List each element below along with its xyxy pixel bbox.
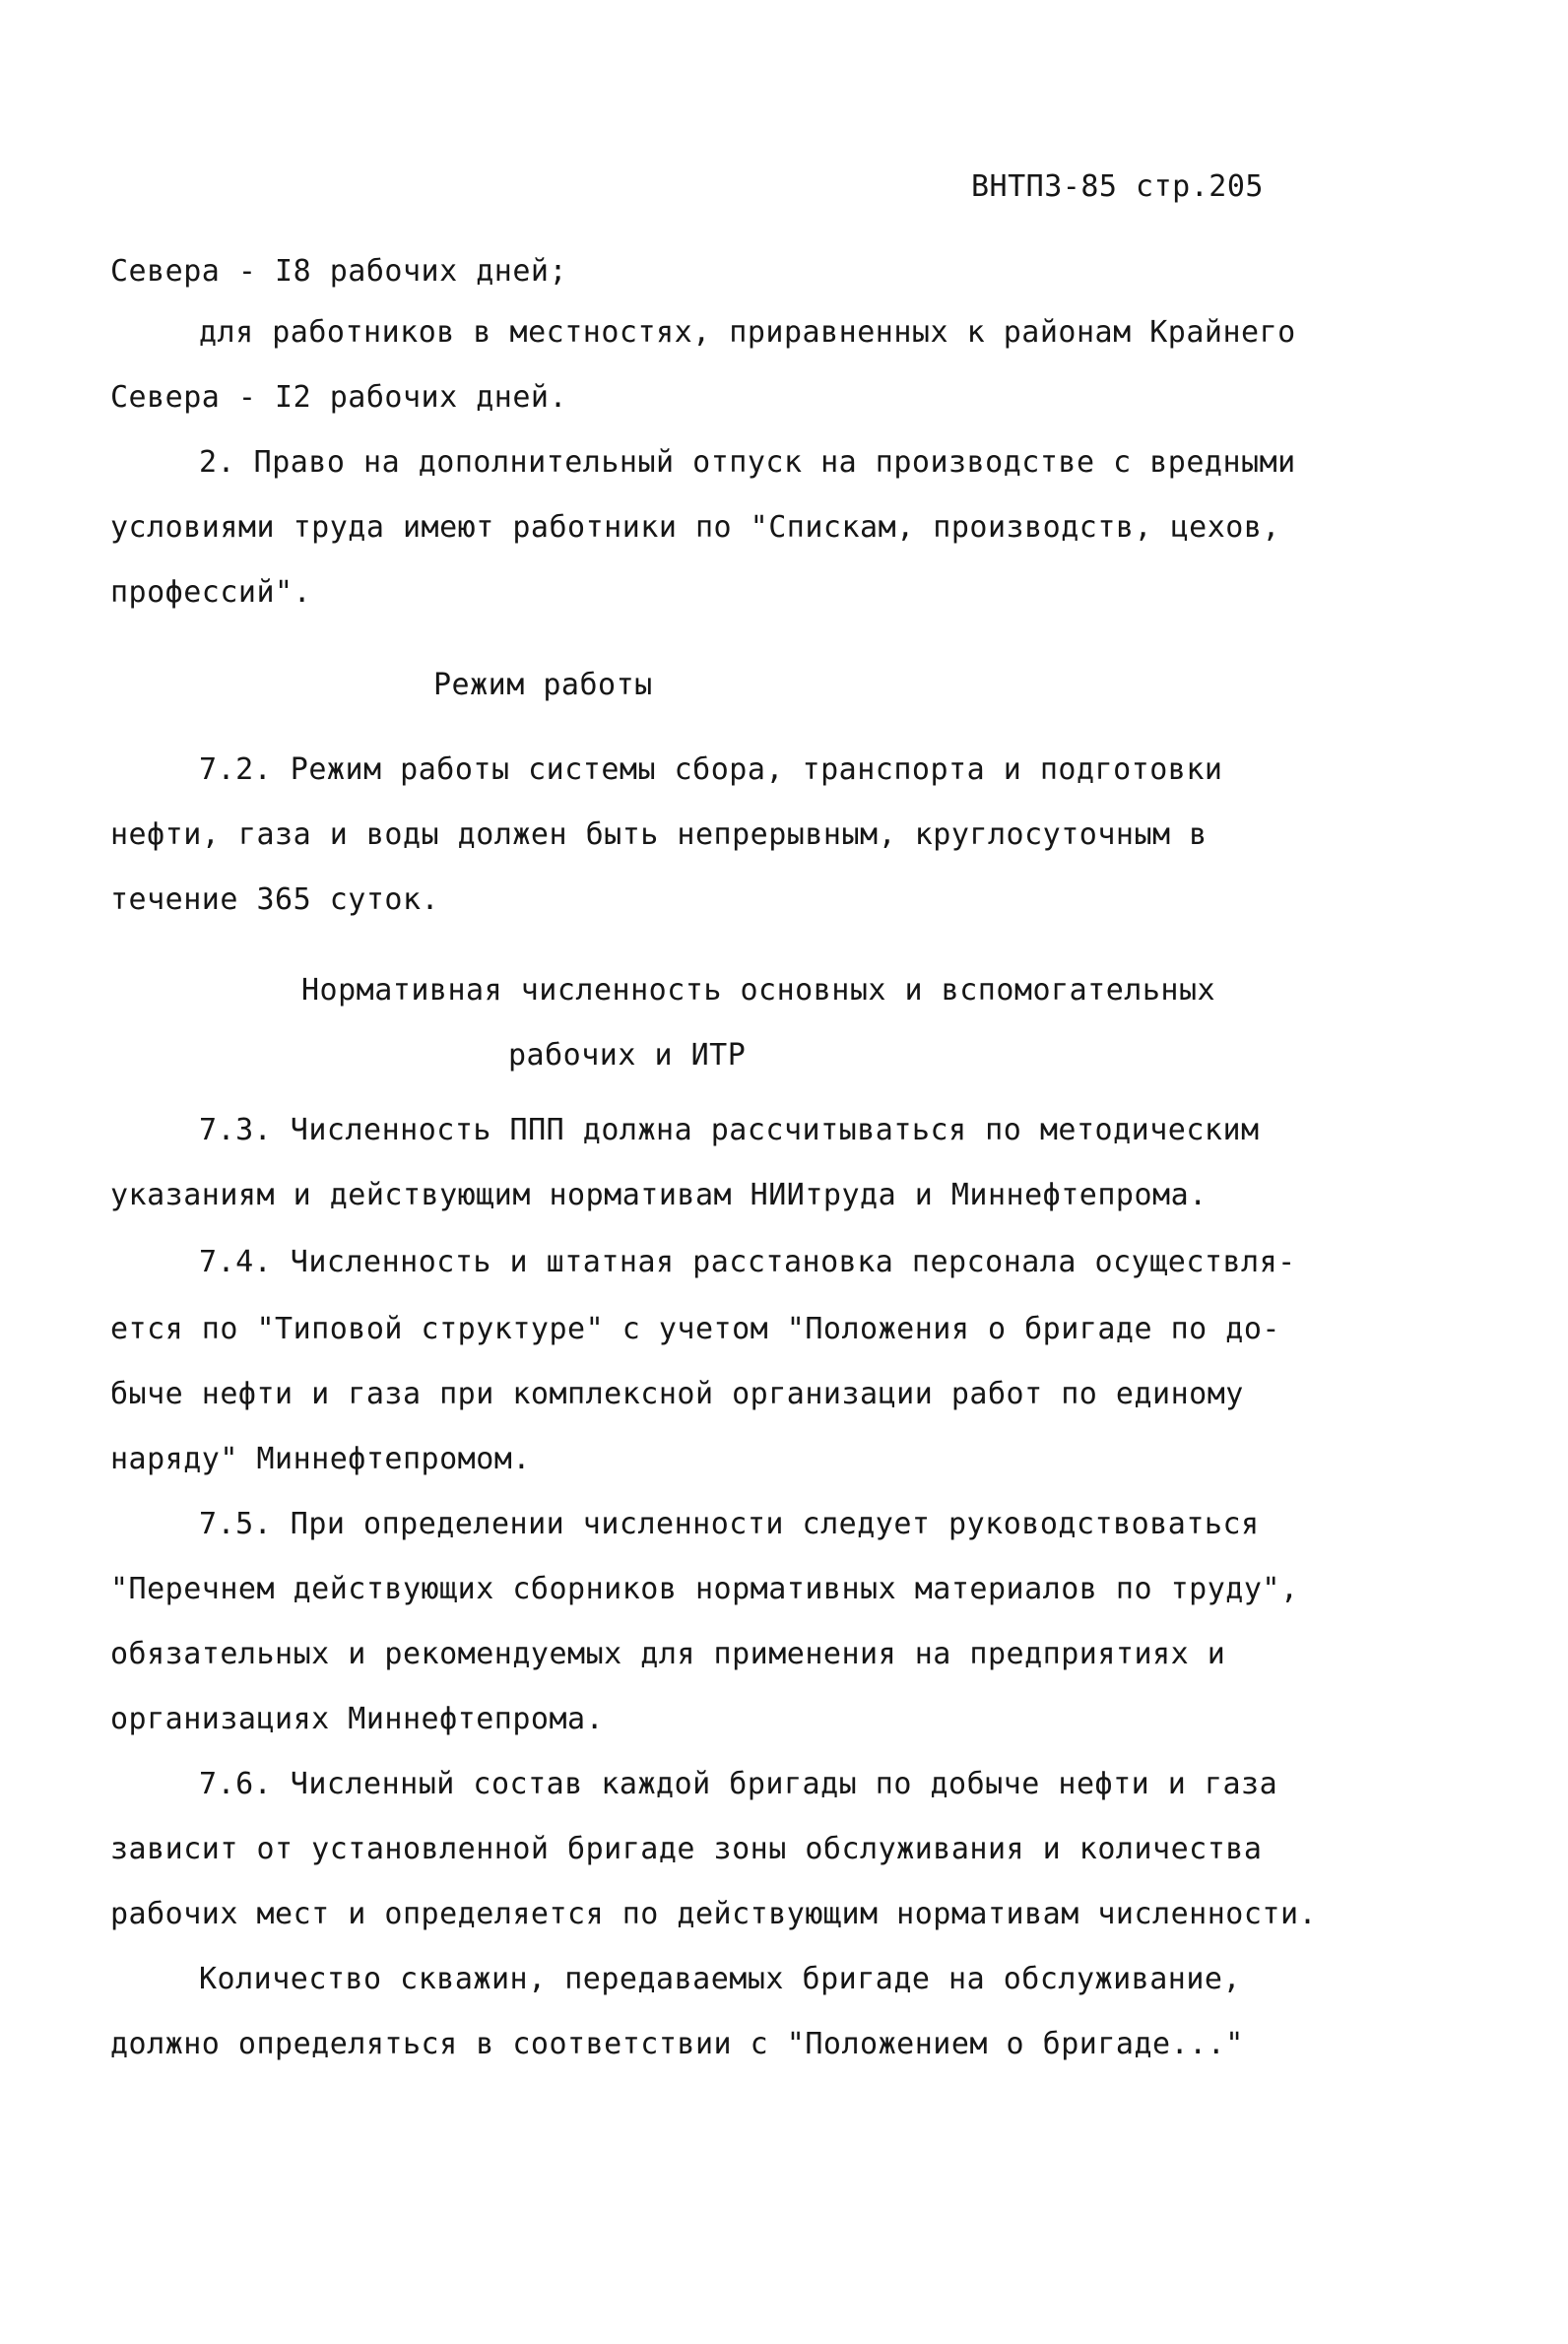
text-line: течение 365 суток. bbox=[110, 882, 440, 917]
text-line: обязательных и рекомендуемых для применения на предприятиях и bbox=[110, 1637, 1226, 1671]
text-line: 7.3. Численность ППП должна рассчитываться по методическим bbox=[199, 1113, 1260, 1147]
text-line: условиями труда имеют работники по "Спискам, производств, цехов, bbox=[110, 510, 1280, 545]
text-line: Севера - I8 рабочих дней; bbox=[110, 254, 568, 289]
text-line: зависит от установленной бригаде зоны обслуживания и количества bbox=[110, 1832, 1263, 1866]
text-line: нефти, газа и воды должен быть непрерывным, круглосуточным в bbox=[110, 817, 1208, 852]
text-line: организациях Миннефтепрома. bbox=[110, 1702, 605, 1736]
text-line: профессий". bbox=[110, 575, 312, 610]
text-line: 7.4. Численность и штатная расстановка персонала осуществля- bbox=[199, 1245, 1296, 1279]
text-line: 7.5. При определении численности следует руководствоваться bbox=[199, 1507, 1260, 1541]
text-line: указаниям и действующим нормативам НИИтруда и Миннефтепрома. bbox=[110, 1178, 1208, 1212]
text-line: 7.2. Режим работы системы сбора, транспорта и подготовки bbox=[199, 752, 1223, 787]
text-line: 2. Право на дополнительный отпуск на производстве с вредными bbox=[199, 445, 1296, 480]
section-heading: Нормативная численность основных и вспомогательных bbox=[301, 973, 1216, 1008]
section-heading: рабочих и ИТР bbox=[508, 1038, 747, 1073]
text-line: 7.6. Численный состав каждой бригады по добыче нефти и газа bbox=[199, 1767, 1278, 1801]
page-reference: ВНТПЗ-85 стр.205 bbox=[971, 169, 1264, 204]
text-line: "Перечнем действующих сборников нормативных материалов по труду", bbox=[110, 1572, 1299, 1606]
text-line: Количество скважин, передаваемых бригаде на обслуживание, bbox=[199, 1962, 1242, 1996]
text-line: Севера - I2 рабочих дней. bbox=[110, 380, 568, 415]
text-line: рабочих мест и определяется по действующим нормативам численности. bbox=[110, 1897, 1318, 1931]
text-line: наряду" Миннефтепромом. bbox=[110, 1442, 531, 1476]
text-line: для работников в местностях, приравненных к районам Крайнего bbox=[199, 315, 1296, 350]
section-heading: Режим работы bbox=[433, 668, 653, 702]
text-line: быче нефти и газа при комплексной организации работ по единому bbox=[110, 1377, 1244, 1411]
text-line: должно определяться в соответствии с "Положением о бригаде..." bbox=[110, 2027, 1244, 2061]
text-line: ется по "Типовой структуре" с учетом "Положения о бригаде по до- bbox=[110, 1312, 1280, 1346]
